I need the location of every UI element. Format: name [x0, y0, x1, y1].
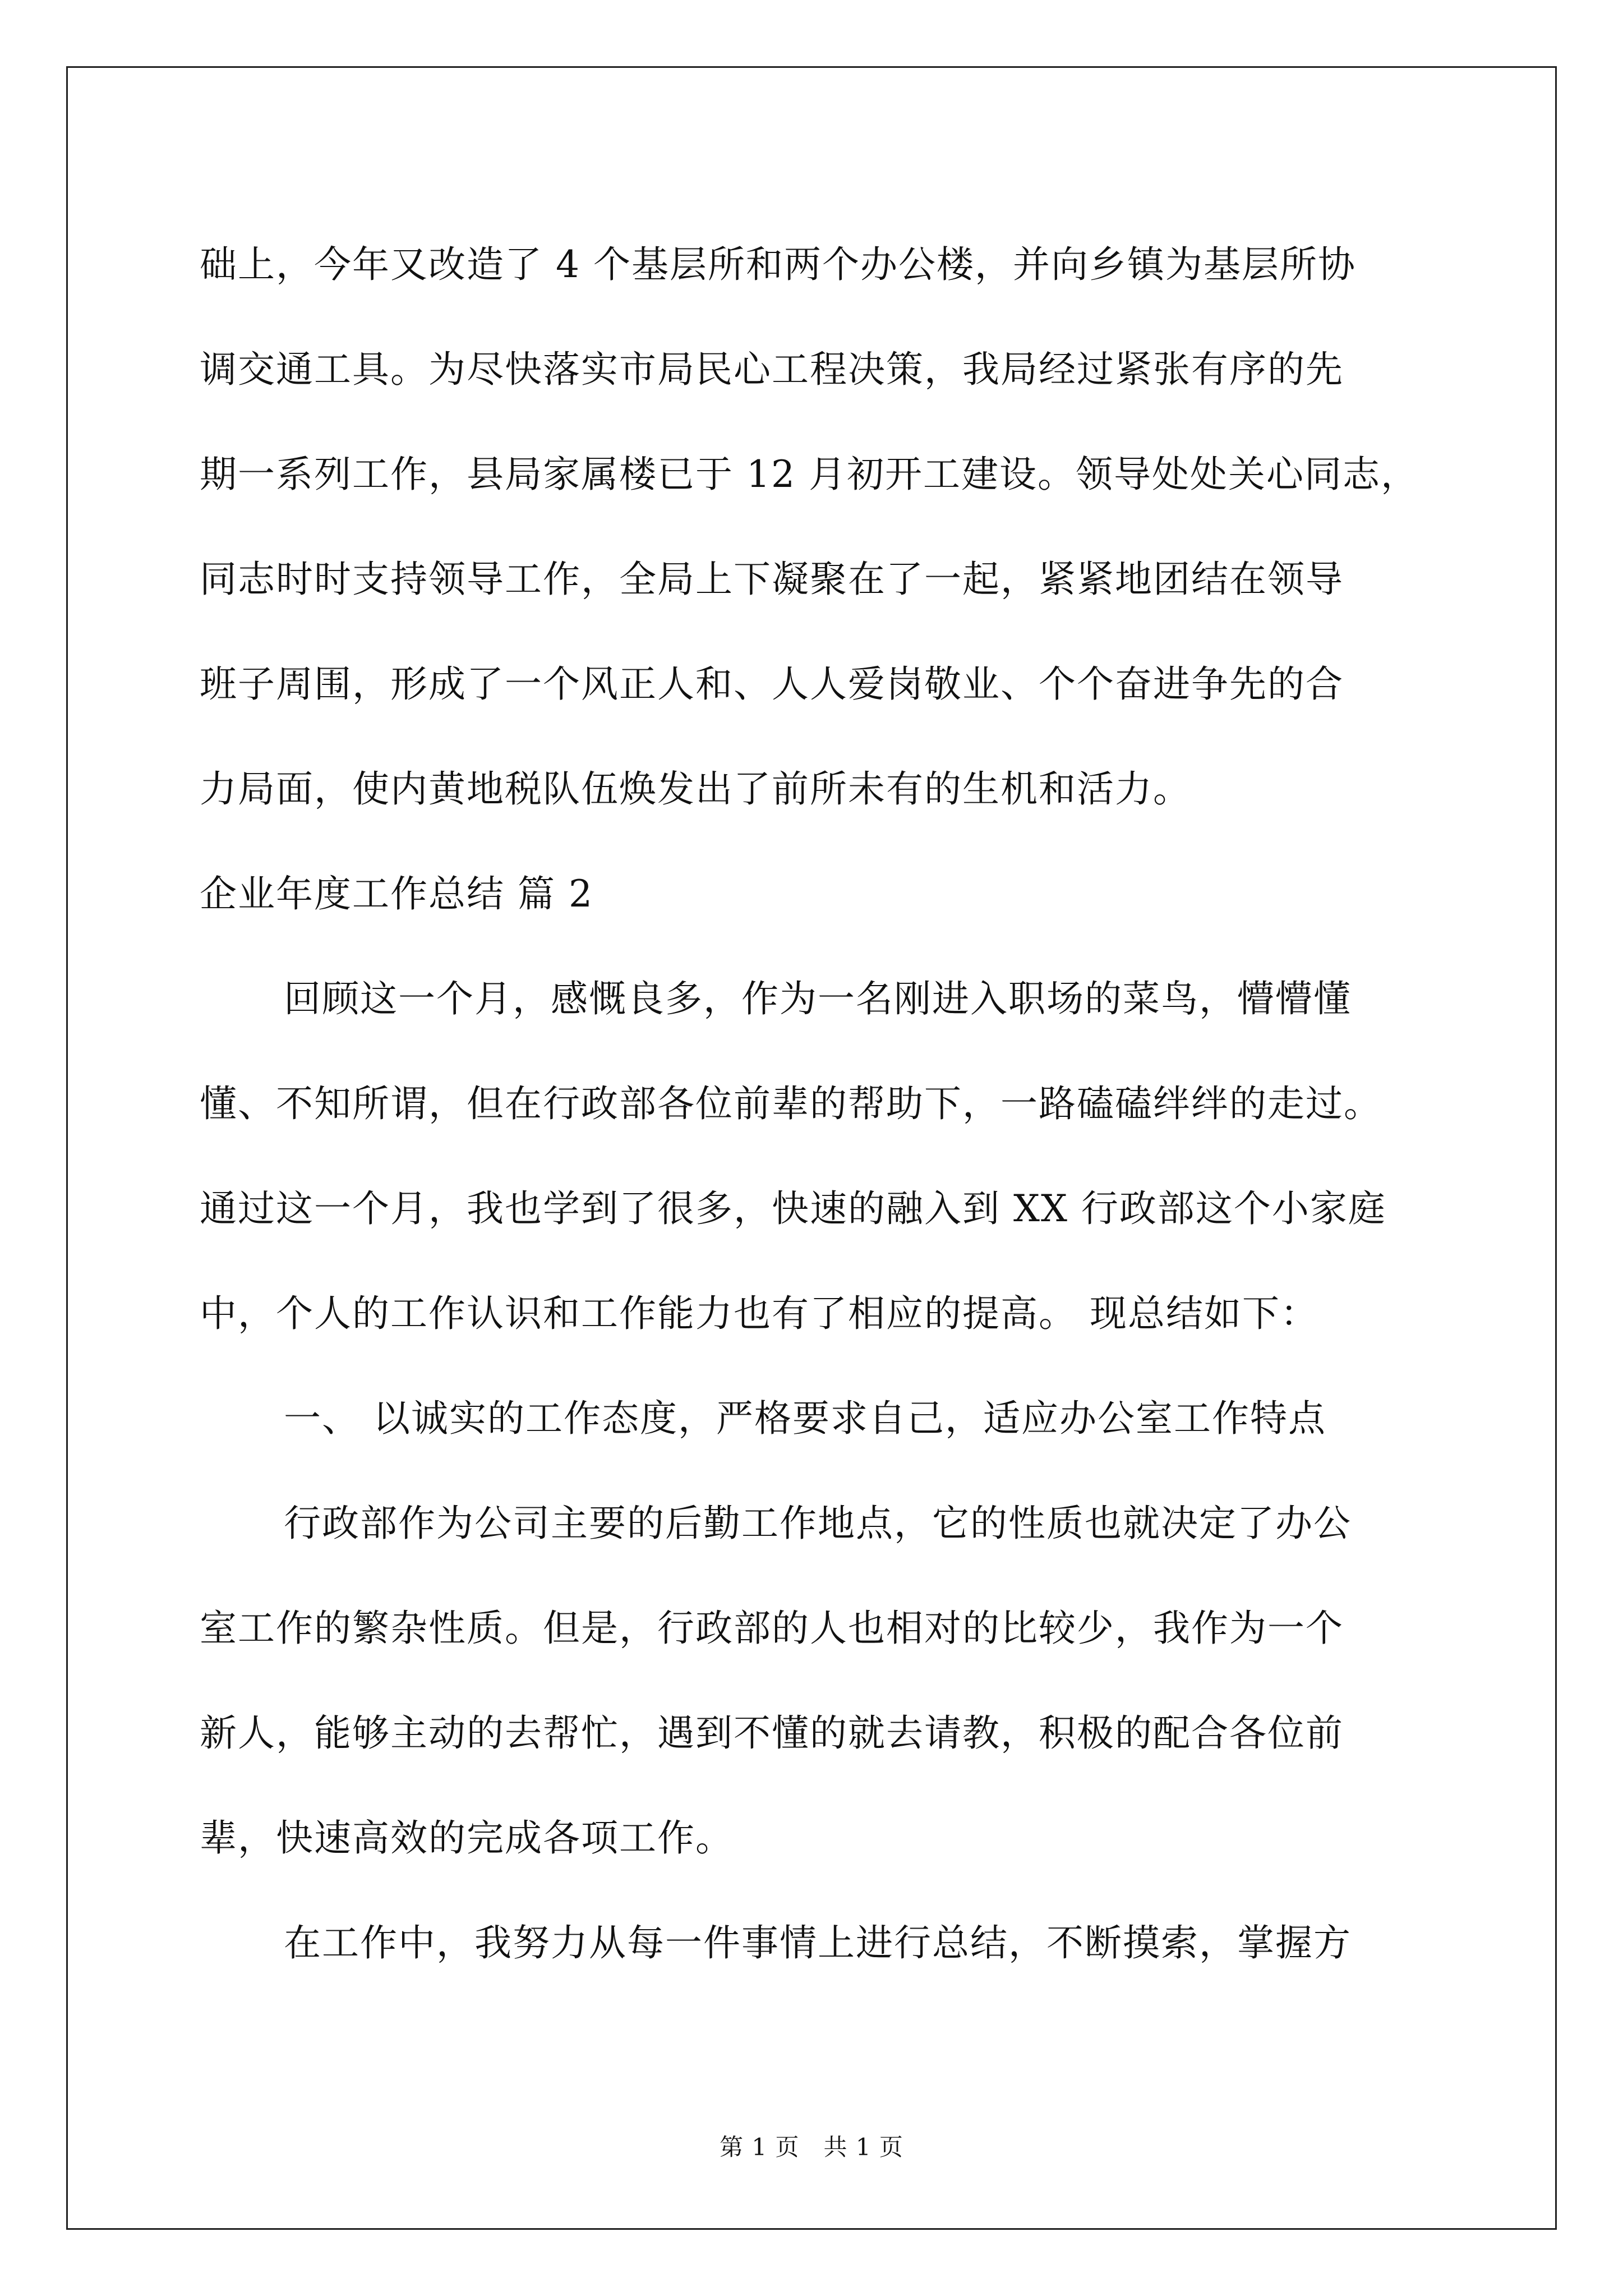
- text-line: 础上，今年又改造了 4 个基层所和两个办公楼，并向乡镇为基层所协: [200, 243, 1356, 286]
- document-body: [200, 212, 1422, 1995]
- text-line: 懂、不知所谓，但在行政部各位前辈的帮助下，一路磕磕绊绊的走过。: [200, 1082, 1382, 1125]
- text-line: 中，个人的工作认识和工作能力也有了相应的提高。 现总结如下：: [200, 1292, 1318, 1335]
- text-line: 辈，快速高效的完成各项工作。: [200, 1816, 734, 1860]
- text-line: 室工作的繁杂性质。但是，行政部的人也相对的比较少，我作为一个: [200, 1607, 1344, 1650]
- text-line: 调交通工具。为尽快落实市局民心工程决策，我局经过紧张有序的先: [200, 348, 1344, 391]
- text-line: 行政部作为公司主要的后勤工作地点，它的性质也就决定了办公: [284, 1502, 1352, 1545]
- text-line: 回顾这一个月，感慨良多，作为一名刚进入职场的菜鸟，懵懵懂: [284, 977, 1352, 1020]
- text-line: 同志时时支持领导工作，全局上下凝聚在了一起，紧紧地团结在领导: [200, 558, 1344, 601]
- section-heading: 企业年度工作总结 篇 2: [200, 872, 593, 915]
- text-line: 期一系列工作，县局家属楼已于 12 月初开工建设。领导处处关心同志，: [200, 453, 1419, 496]
- text-line: 班子周围，形成了一个风正人和、人人爱岗敬业、个个奋进争先的合: [200, 662, 1344, 706]
- page-footer: 第 1 页 共 1 页: [720, 2133, 903, 2161]
- text-line: 新人，能够主动的去帮忙，遇到不懂的就去请教，积极的配合各位前: [200, 1711, 1344, 1755]
- text-line: 在工作中，我努力从每一件事情上进行总结，不断摸索，掌握方: [284, 1921, 1352, 1964]
- text-line: 力局面，使内黄地税队伍焕发出了前所未有的生机和活力。: [200, 767, 1191, 811]
- subheading: 一、 以诚实的工作态度，严格要求自己，适应办公室工作特点: [284, 1397, 1326, 1440]
- text-line: 通过这一个月，我也学到了很多，快速的融入到 XX 行政部这个小家庭: [200, 1187, 1386, 1230]
